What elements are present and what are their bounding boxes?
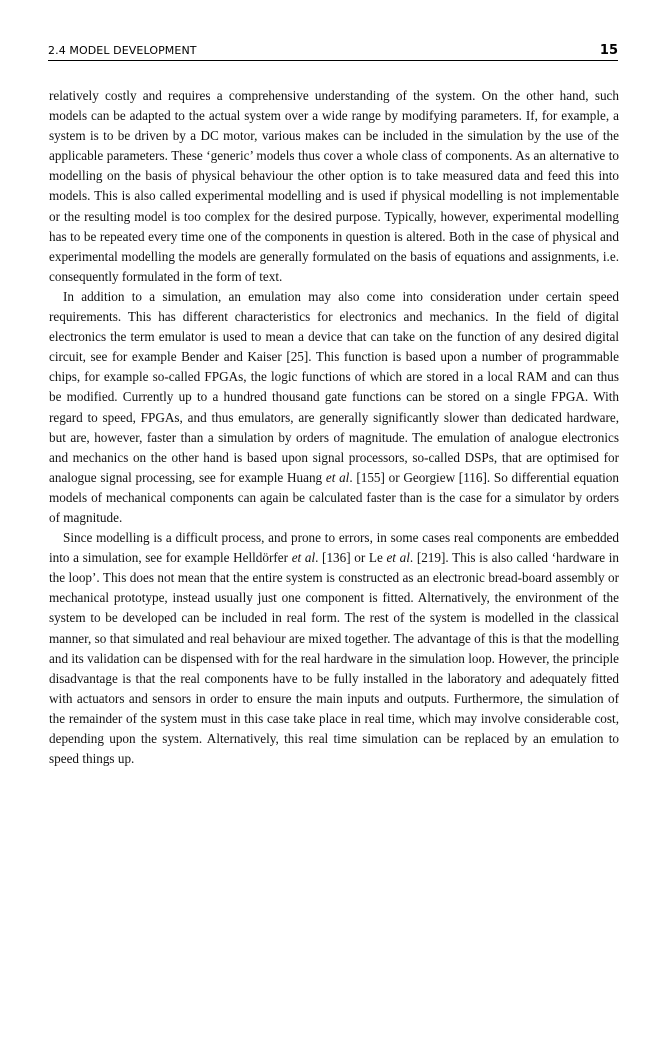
paragraph-text: Since modelling is a difficult process, and prone to errors, in some cases real components are embedded into a simulation, see for example Helldörfer xyxy=(49,530,619,566)
citation-italic: et al xyxy=(325,469,350,485)
paragraph-text: . [155] or Georgiew [116]. So differential equation models of mechanical components can again be calculated faster than is the case for a simulator by orders of magnitude. xyxy=(49,469,619,525)
paragraph-text: relatively costly and requires a comprehensive understanding of the system. On the other hand, such models can be adapted to the actual system over a wide range by modifying parameters. If, for example, a system is to be driven by a DC motor, various makes can be included in the simulation by the use of the applicable parameters. These ‘generic’ models thus cover a whole class of components. As an alternative to modelling on the basis of physical behaviour the other option is to take measured data and feed this into models. This is also called experimental modelling and is used if physical modelling is not implementable or the resulting model is too complex for the desired purpose. Typically, however, experimental modelling has to be repeated every time one of the components in question is altered. Both in the case of physical and experimental modelling the models are generally formulated on the basis of equations and assignments, i.e. consequently formulated in the form of text. xyxy=(49,88,619,284)
paragraph-text: . [136] or Le xyxy=(315,550,387,566)
citation-italic: et al xyxy=(291,550,316,566)
paragraph-text: In addition to a simulation, an emulation may also come into consideration under certain speed requirements. This has different characteristics for electronics and mechanics. In the field of digital electronics the term emulator is used to mean a device that can take on the function of any desired digital circuit, see for example Bender and Kaiser [25]. This function is based upon a number of programmable chips, for example so-called FPGAs, the logic functions of which are stored in a local RAM and can thus be modified. Currently up to a hundred thousand gate functions can be stored on a single FPGA. With regard to speed, FPGAs, and thus emulators, are generally significantly slower than dedicated hardware, but are, however, faster than a simulation by orders of magnitude. The emulation of analogue electronics and mechanics on the other hand is based upon signal processors, so-called DSPs, that are optimised for analogue signal processing, see for example Huang xyxy=(49,288,619,485)
paragraph-1 xyxy=(49,86,619,287)
paragraph-3 xyxy=(49,528,619,769)
page-header xyxy=(48,40,618,61)
body-text xyxy=(49,86,619,769)
paragraph-text: . [219]. This is also called ‘hardware in the loop’. This does not mean that the entire system is constructed as an electronic bread-board assembly or mechanical prototype, instead usually just one component is fitted. Alternatively, the environment of the system to be developed can be included in real form. The rest of the system is modelled in the classical manner, so that simulated and real behaviour are mixed together. The advantage of this is that the modelling and its validation can be dispensed with for the real hardware in the simulation loop. However, the principle disadvantage is that the real components have to be fully installed in the laboratory and adequately fitted with actuators and sensors in order to ensure the main inputs and outputs. Furthermore, the simulation of the remainder of the system must in this case take place in real time, which may involve considerable cost, depending upon the system. Alternatively, this real time simulation can be replaced by an emulation to speed things up. xyxy=(49,550,619,767)
paragraph-2 xyxy=(49,287,619,528)
running-head-section: 2.4 MODEL DEVELOPMENT xyxy=(48,44,197,57)
page-number: 15 xyxy=(599,43,618,58)
citation-italic: et al xyxy=(386,550,410,566)
